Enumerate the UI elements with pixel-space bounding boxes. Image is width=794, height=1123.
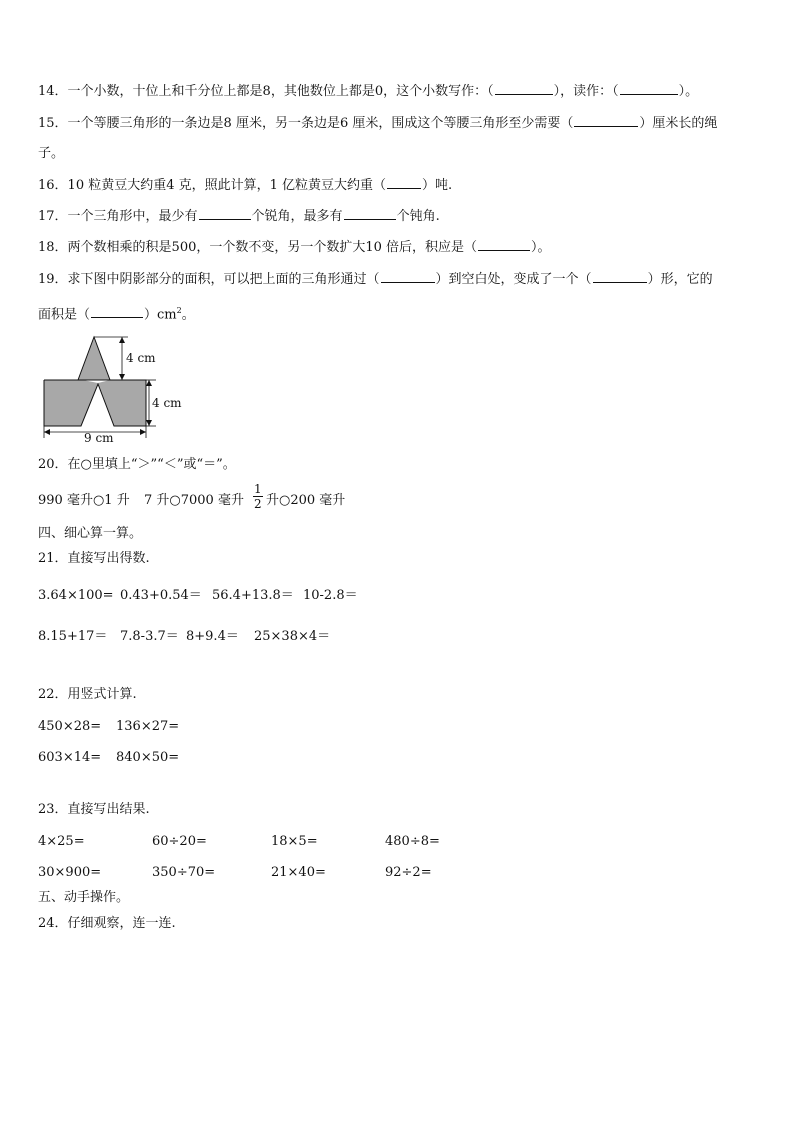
question-18: 18．两个数相乘的积是500，一个数不变，另一个数扩大10 倍后，积应是（ ）。 bbox=[38, 240, 551, 255]
question-19: 19．求下图中阴影部分的面积，可以把上面的三角形通过（ ）到空白处，变成了一个（ ）形，它的 bbox=[38, 272, 713, 287]
answer-blank[interactable] bbox=[478, 238, 530, 251]
question-15: 15．一个等腰三角形的一条边是8 厘米，另一条边是6 厘米，围成这个等腰三角形至少需要（ ）厘米长的绳 bbox=[38, 116, 718, 131]
shaded-area-figure bbox=[36, 330, 196, 445]
question-17: 17．一个三角形中，最少有 个锐角，最多有 个钝角. bbox=[38, 209, 440, 224]
answer-blank[interactable] bbox=[387, 176, 421, 189]
answer-blank[interactable] bbox=[593, 270, 647, 283]
question-20: 20．在○里填上“＞”“＜”或“＝”。 bbox=[38, 457, 236, 472]
answer-blank[interactable] bbox=[344, 207, 396, 220]
section-5-heading: 五、动手操作。 bbox=[38, 890, 130, 905]
q23-row-1: 4×25= 60÷20= 18×5= 480÷8= bbox=[38, 834, 440, 849]
question-24: 24．仔细观察，连一连. bbox=[38, 916, 176, 931]
label-4cm-top: 4 cm bbox=[126, 351, 156, 365]
q22-row-2: 603×14= 840×50= bbox=[38, 750, 180, 765]
label-9cm: 9 cm bbox=[84, 431, 114, 445]
answer-blank[interactable] bbox=[495, 82, 553, 95]
answer-blank[interactable] bbox=[91, 305, 143, 318]
q21-row-2: 8.15+17＝ 7.8-3.7＝ 8+9.4＝ 25×38×4＝ bbox=[38, 629, 331, 644]
fraction-half: $\frac{1}{2}$ bbox=[254, 482, 262, 511]
answer-blank[interactable] bbox=[381, 270, 435, 283]
top-triangle bbox=[78, 337, 110, 380]
question-19-cont: 面积是（ ）$cm^2$。 bbox=[38, 306, 195, 323]
q21-row-1: 3.64×100= 0.43+0.54＝ 56.4+13.8＝ 10-2.8＝ bbox=[38, 588, 358, 603]
question-22: 22．用竖式计算. bbox=[38, 687, 137, 702]
question-16: 16．10 粒黄豆大约重4 克，照此计算，1 亿粒黄豆大约重（ ）吨. bbox=[38, 178, 453, 193]
answer-blank[interactable] bbox=[574, 114, 638, 127]
question-20-items: 990 毫升○1 升 7 升○7000 毫升 $\frac{1}{2}$ 升○200 毫升 bbox=[38, 482, 346, 511]
question-21: 21．直接写出得数. bbox=[38, 551, 150, 566]
q23-row-2: 30×900= 350÷70= 21×40= 92÷2= bbox=[38, 865, 432, 880]
answer-blank[interactable] bbox=[620, 82, 678, 95]
section-4-heading: 四、细心算一算。 bbox=[38, 526, 143, 541]
label-4cm-right: 4 cm bbox=[152, 396, 182, 410]
question-23: 23．直接写出结果. bbox=[38, 802, 150, 817]
question-14: 14．一个小数，十位上和千分位上都是8，其他数位上都是0，这个小数写作：（ ），读作：（ ）。 bbox=[38, 84, 699, 99]
question-15-cont: 子。 bbox=[38, 146, 65, 161]
q22-row-1: 450×28= 136×27= bbox=[38, 719, 180, 734]
answer-blank[interactable] bbox=[199, 207, 251, 220]
